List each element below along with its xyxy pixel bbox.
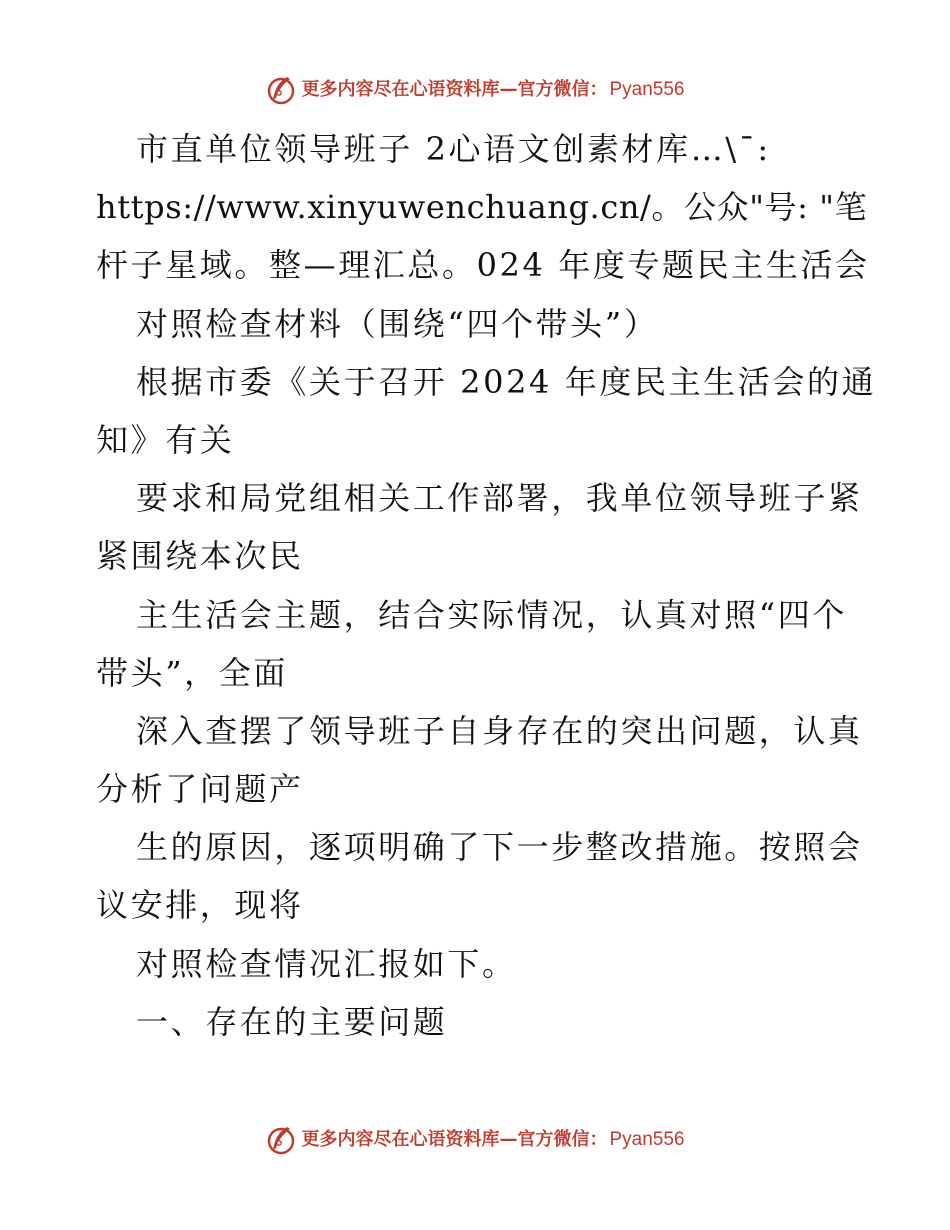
- text-line: 主生活会主题，结合实际情况，认真对照“四个: [136, 595, 847, 634]
- text-line: 分析了问题产: [96, 770, 304, 809]
- text-line: 议安排，现将: [96, 886, 304, 925]
- text-line: 市直单位领导班子 2心语文创素材库…\¯:: [136, 130, 771, 168]
- text-line: 生的原因，逐项明确了下一步整改措施。按照会: [136, 828, 863, 867]
- text-line: 对照检查情况汇报如下。: [136, 944, 517, 983]
- watermark-footer: [0, 1120, 950, 1160]
- text-line: 紧围绕本次民: [96, 537, 304, 576]
- text-line: 要求和局党组相关工作部署，我单位领导班子紧: [136, 479, 863, 518]
- quill-logo-icon: [265, 74, 297, 106]
- text-line: 知》有关: [96, 420, 235, 459]
- watermark-text: 更多内容尽在心语资料库—官方微信：: [301, 79, 608, 100]
- document-body: [96, 120, 877, 1051]
- quill-logo-icon: [265, 1124, 297, 1156]
- text-line: 深入查摆了领导班子自身存在的突出问题，认真: [136, 711, 863, 750]
- watermark-header: [0, 70, 950, 110]
- section-heading: 一、存在的主要问题: [136, 1002, 448, 1041]
- watermark-handle: Pyan556: [609, 79, 685, 100]
- watermark-handle: Pyan556: [609, 1129, 685, 1150]
- document-title: 对照检查材料（围绕“四个带头”）: [136, 304, 659, 343]
- text-line: https://www.xinyuwenchuang.cn/。公众"号: "笔: [96, 188, 868, 227]
- watermark-text: 更多内容尽在心语资料库—官方微信：: [301, 1129, 608, 1150]
- text-line: 根据市委《关于召开 2024 年度民主生活会的通: [136, 362, 877, 401]
- text-line: 杆子星域。整—理汇总。024 年度专题民主生活会: [96, 246, 870, 285]
- text-line: 带头”，全面: [96, 653, 288, 692]
